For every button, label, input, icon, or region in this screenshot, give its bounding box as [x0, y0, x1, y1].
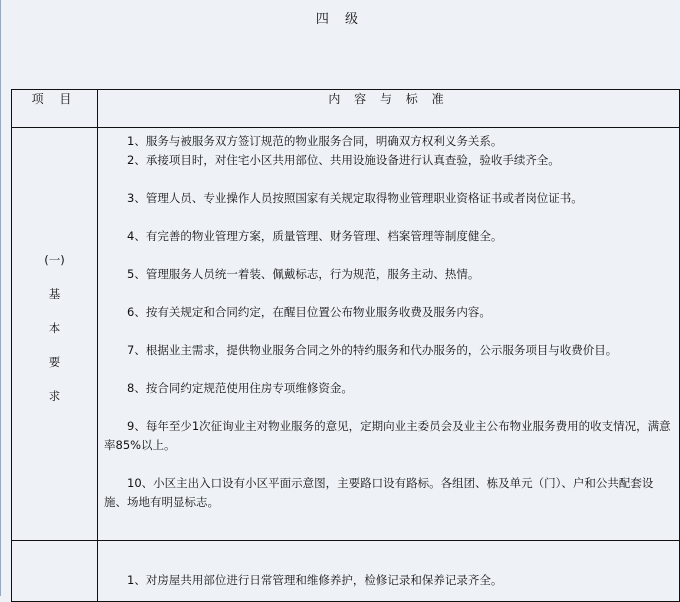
item-label-line: (一)	[44, 253, 65, 267]
item-label-stack	[12, 253, 97, 423]
requirement-paragraph: 1、对房屋共用部位进行日常管理和维修养护，检修记录和保养记录齐全。	[127, 573, 503, 587]
table-header-row	[12, 90, 680, 128]
content-cell-maintenance	[98, 541, 680, 602]
requirement-paragraph: 1、服务与被服务双方签订规范的物业服务合同，明确双方权利义务关系。	[127, 134, 503, 148]
item-label-line: 本	[48, 321, 61, 335]
requirement-paragraph: 5、管理服务人员统一着装、佩戴标志，行为规范，服务主动、热情。	[127, 267, 480, 281]
page-left-border	[0, 0, 1, 596]
standards-table	[11, 89, 680, 602]
document-title: 四 级	[315, 12, 365, 27]
table-row-basic-requirements	[12, 128, 680, 541]
requirement-paragraph: 3、管理人员、专业操作人员按照国家有关规定取得物业管理职业资格证书或者岗位证书。	[127, 191, 583, 205]
requirement-paragraph: 6、按有关规定和合同约定，在醒目位置公布物业服务收费及服务内容。	[127, 305, 491, 319]
requirement-paragraph: 10、小区主出入口设有小区平面示意图，主要路口设有路标。各组团、栋及单元（门）、户和公共配套设施、场地有明显标志。	[104, 476, 654, 509]
table-row-maintenance	[12, 541, 680, 602]
requirement-paragraph: 4、有完善的物业管理方案，质量管理、财务管理、档案管理等制度健全。	[127, 229, 503, 243]
item-label-line: 求	[48, 389, 61, 403]
item-label-line: 基	[48, 287, 61, 301]
item-cell-maintenance	[12, 541, 98, 602]
requirement-paragraph: 9、每年至少1次征询业主对物业服务的意见，定期向业主委员会及业主公布物业服务费用的收支情况，满意率85%以上。	[104, 419, 671, 452]
content-cell-basic-requirements	[98, 128, 680, 541]
content-block	[98, 541, 679, 590]
requirement-paragraph: 2、承接项目时，对住宅小区共用部位、共用设施设备进行认真查验，验收手续齐全。	[127, 153, 560, 167]
content-block	[98, 128, 679, 512]
header-content: 内 容 与 标 准	[98, 90, 680, 128]
header-item: 项 目	[12, 90, 98, 128]
item-label-line: 要	[48, 355, 61, 369]
item-cell-basic-requirements	[12, 128, 98, 541]
requirement-paragraph: 7、根据业主需求，提供物业服务合同之外的特约服务和代办服务的，公示服务项目与收费价目。	[127, 343, 618, 357]
requirement-paragraph: 8、按合同约定规范使用住房专项维修资金。	[127, 381, 353, 395]
